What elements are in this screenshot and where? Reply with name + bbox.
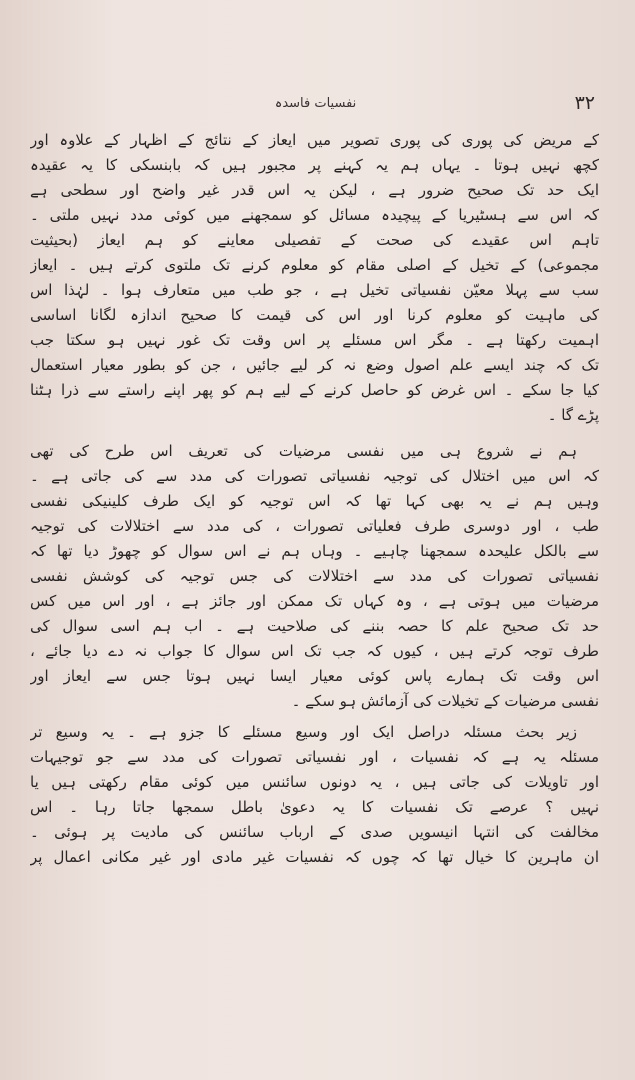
text-line: اور تاویلات کی جاتی ہیں ، یہ دونوں سائنس میں کوئی مقام رکھتی ہیں یا xyxy=(30,773,599,791)
text-line: کہ اس سے ہسٹیریا کے پیچیدہ مسائل کو سمجھنے میں کوئی مدد نہیں ملتی ۔ xyxy=(30,206,599,224)
text-line: مرضیات میں ہوتی ہے ، وہ کہاں تک ممکن اور جائز ہے ، اور اس میں کس xyxy=(30,592,599,610)
text-line: اہمیت رکھتا ہے ۔ مگر اس مسئلے پر اس وقت تک غور نہیں ہو سکتا جب xyxy=(30,331,599,349)
text-line: کے مریض کی پوری کی پوری تصویر میں ایعاز کے نتائج کے اظہار کے علاوہ اور xyxy=(30,131,599,149)
paragraph-3 xyxy=(30,720,599,870)
text-line: ان ماہرین کا خیال تھا کہ چوں کہ نفسیات غیر مادی اور غیر مکانی اعمال پر xyxy=(30,848,599,866)
text-line: ایک حد تک صحیح ضرور ہے ، لیکن یہ اس قدر غیر واضح اور سطحی ہے xyxy=(30,181,599,199)
text-line: وہیں ہم نے یہ بھی کہا تھا کہ اس توجیہ کو ایک طرف کلینیکی نفسی xyxy=(30,492,599,510)
text-line: مجموعی) کے تخیل کے اصلی مقام کو معلوم کرنے تک ملتوی کرتے ہیں ۔ ایعاز xyxy=(30,256,599,274)
text-line: کی ماہیت کو معلوم کرنا اور اس کی قیمت کا صحیح اندازہ لگانا اساسی xyxy=(30,306,599,324)
text-line: سے بالکل علیحدہ سمجھنا چاہیے ۔ وہاں ہم نے اس سوال کو چھوڑ دیا تھا کہ xyxy=(30,542,599,560)
text-line: کچھ نہیں ہوتا ۔ یہاں ہم یہ کہنے پر مجبور ہیں کہ بابنسکی کا یہ عقیدہ xyxy=(30,156,599,174)
text-line: تک کہ چند ایسے علم اصول وضع نہ کر لیے جائیں ، جن کو بطور معیار استعمال xyxy=(30,356,599,374)
text-line: نہیں ؟ عرصے تک نفسیات کا یہ دعویٰ باطل سمجھا جاتا رہا ۔ اس xyxy=(30,798,599,816)
page-number: ۳۲ xyxy=(574,92,595,114)
text-line: پڑے گا ۔ xyxy=(547,406,599,424)
text-line: زیر بحث مسئلہ دراصل ایک اور وسیع مسئلے کا جزو ہے ۔ یہ وسیع تر xyxy=(30,723,577,741)
text-line: مسئلہ یہ ہے کہ نفسیات ، اور نفسیاتی تصورات کی مدد سے جو توجیہات xyxy=(30,748,599,766)
text-line: حد تک صحیح علم کا حصہ بننے کی صلاحیت ہے ۔ اب ہم اسی سوال کی xyxy=(30,617,599,635)
page-body xyxy=(30,128,599,870)
text-line: کہ اس میں اختلال کی توجیہ نفسیاتی تصورات کی مدد سے کی جاتی ہے ۔ xyxy=(30,467,599,485)
text-line: اس وقت تک ہمارے پاس کوئی معیار ایسا نہیں ہوتا جس سے ایعاز اور xyxy=(30,667,599,685)
text-line: نفسیاتی تصورات کی مدد سے اختلالات کی جس توجیہ کی کوشش نفسی xyxy=(30,567,599,585)
paragraph-gap xyxy=(30,428,599,439)
text-line: مخالفت کی انتہا انیسویں صدی کے ارباب سائنس کی مادیت پر ہوئی ۔ xyxy=(30,823,599,841)
page-header xyxy=(36,92,595,122)
text-line: طرف توجہ کرتے ہیں ، کیوں کہ جب تک اس سوال کا جواب نہ دے دیا جائے ، xyxy=(30,642,599,660)
text-line: طب ، اور دوسری طرف فعلیاتی تصورات ، کی مدد سے اختلالات کی توجیہ xyxy=(30,517,599,535)
text-line: ہم نے شروع ہی میں نفسی مرضیات کی تعریف اس طرح کی تھی xyxy=(30,442,577,460)
running-title: نفسیات فاسدہ xyxy=(274,96,357,111)
text-line: کیا جا سکے ۔ اس غرض کو حاصل کرنے کے لیے ہم کو پھر اپنے راستے سے ذرا ہٹنا xyxy=(30,381,599,399)
paragraph-2 xyxy=(30,439,599,714)
paragraph-1 xyxy=(30,128,599,428)
text-line: سب سے پہلا معیّن نفسیاتی تخیل ہے ، جو طب میں متعارف ہوا ۔ لہٰذا اس xyxy=(30,281,599,299)
text-line: نفسی مرضیات کے تخیلات کی آزمائش ہو سکے ۔ xyxy=(291,692,599,710)
text-line: تاہم اس عقیدے کی صحت کے تفصیلی معاینے کو ہم ایعاز (بحیثیت xyxy=(30,231,599,249)
